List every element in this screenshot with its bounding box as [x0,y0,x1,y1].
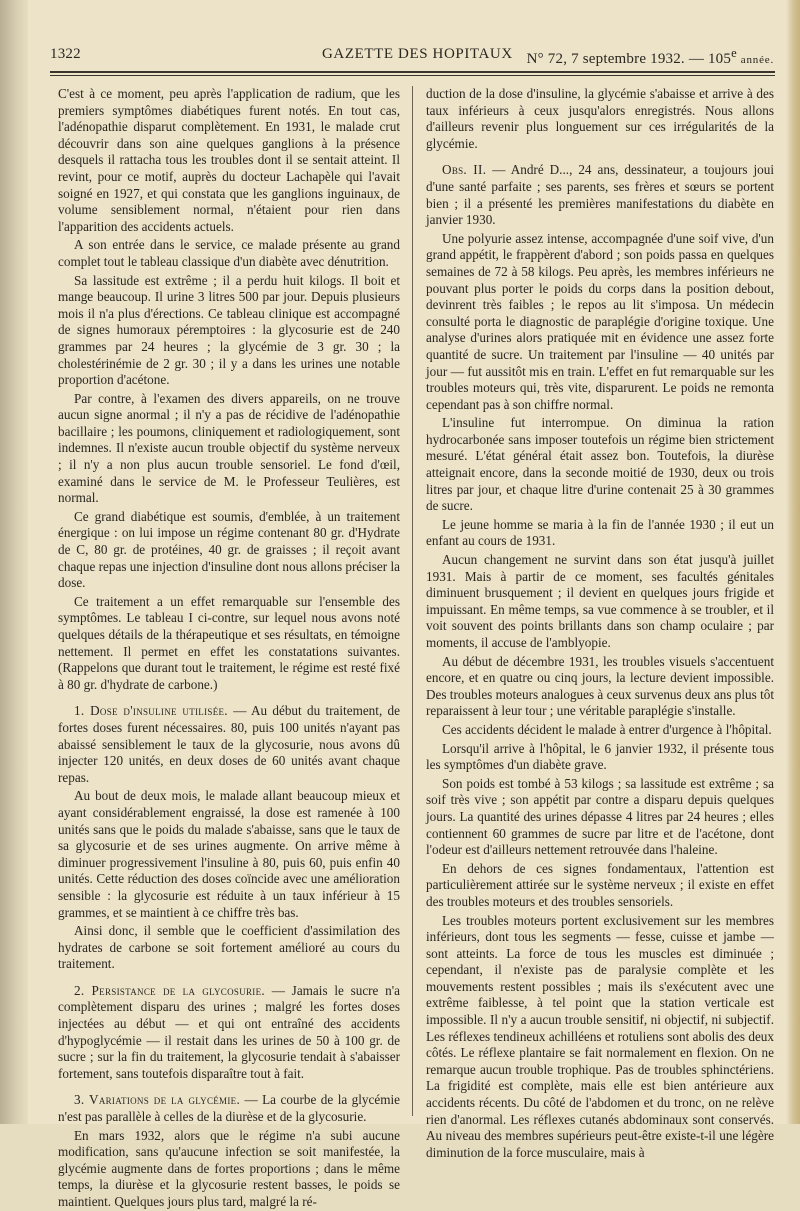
section-paragraph [58,1092,400,1125]
issue-date: N° 72, 7 septembre 1932. — 105 [526,51,732,67]
section-heading: 3. Variations de la glycémie. [74,1092,241,1108]
section-paragraph [58,983,400,1083]
column-divider [412,86,413,1116]
section-text: — La courbe de la glycémie n'est pas parallèle à celles de la diurèse et de la glycosurie. [58,1092,400,1125]
paragraph: Au bout de deux mois, le malade allant beaucoup mieux et ayant considérablement engraissé, la dose est ramenée à 100 unités sans que le poids du malade s'abaisse, sans que le taux de sa glycosurie et de ses urines augmente. On arrive même à diminuer progressivement l'insuline à 80, puis 60, puis enfin 40 unités. Cette réduction des doses coïncide avec une amélioration sensible : la glycosurie est réduite à un taux inférieur à 15 grammes, et se maintient à ce chiffre très bas. [58,788,400,920]
paragraph: En mars 1932, alors que le régime n'a subi aucune modification, sans qu'aucune infection se soit manifestée, la glycémie augmente dans de fortes proportions ; dans le même temps, la diurèse et la glycosurie restent basses, le poids se maintient. Quelques jours plus tard, malgré la ré- [58,1127,400,1209]
ordinal-suffix: e [731,46,737,60]
section-text: — Jamais le sucre n'a complètement disparu des urines ; malgré les fortes doses injectées au début — et qui ont entraîné des accidents d'hypoglycémie — il restait dans les urines de 50 à 100 gr. de sucre ; sur la fin du traitement, la glycosurie tendait à s'abaisser fortement, sans toutefois disparaître tout à fait. [58,982,400,1081]
issue-info [527,46,774,68]
page-number: 1322 [50,46,81,62]
paragraph: Son poids est tombé à 53 kilogs ; sa lassitude est extrême ; sa soif très vive ; son appétit par contre a disparu depuis quelques jours. La quantité des urines dépasse 4 litres par 24 heures ; elles contiennent 60 grammes de sucre par litre et de l'acétone, dont l'odeur est d'ailleurs nettement retrouvée dans l'haleine. [426,775,774,858]
section-text: — Au début du traitement, de fortes doses furent nécessaires. 80, puis 100 unités n'ayant pas abaissé sensiblement le taux de la glycosurie, nous avons dû injecter 120 unités, en deux doses de 60 unités avant chaque repas. [58,703,400,785]
paragraph: L'insuline fut interrompue. On diminua la ration hydrocarbonée sans imposer toutefois un régime bien strictement mesuré. L'état général était assez bon. Toutefois, la diurèse atteignait encore, dans la seconde moitié de 1930, deux ou trois litres par jour, et chaque litre d'urine contenait 25 à 30 grammes de sucre. [426,415,774,514]
journal-title: GAZETTE DES HOPITAUX [322,46,513,62]
section-heading: 1. Dose d'insuline utilisée. [74,703,228,719]
paragraph: duction de la dose d'insuline, la glycémie s'abaisse et arrive à des taux inférieurs à ceux jusqu'alors enregistrés. Nous allons d'ailleurs revenir plus longuement sur ces irrégularités de la glycémie. [426,86,774,151]
header-rule [50,71,775,73]
paragraph: Ainsi donc, il semble que le coefficient d'assimilation des hydrates de carbone se soit fortement amélioré au cours du traitement. [58,923,400,972]
paragraph: C'est à ce moment, peu après l'application de radium, que les premiers symptômes diabétiques furent notés. En tout cas, l'adénopathie disparut complètement. En 1931, le malade crut découvrir dans son aine quelques ganglions à la présence desquels il rattacha tous les troubles dont il se sentait atteint. Il revint, pour ce motif, auprès du docteur Lachapèle qui l'avait soigné en 1927, et qui constata que les ganglions inguinaux, de volume sensiblement normal, n'étaient pour rien dans l'apparition des accidents actuels. [58,86,400,234]
paragraph: Sa lassitude est extrême ; il a perdu huit kilogs. Il boit et mange beaucoup. Il urine 3 litres 500 par jour. Depuis plusieurs mois il n'a plus d'érections. Ce tableau clinique est accompagné de signes humoraux péremptoires : la glycosurie est de 240 grammes par 24 heures ; la glycémie de 3 gr. 30 ; la cholestérinémie de 2 gr. 30 ; il y a dans les urines une notable proportion d'acétone. [58,272,400,388]
annee-label: année. [740,54,774,66]
running-header [50,46,780,70]
paragraph: Ces accidents décident le malade à entrer d'urgence à l'hôpital. [442,721,772,737]
section-paragraph [58,703,400,786]
page-binding-shadow [0,0,28,1124]
paragraph: Ce grand diabétique est soumis, d'emblée, à un traitement énergique : on lui impose un régime contenant 80 gr. d'Hydrate de C, 80 gr. de protéines, 40 gr. de graisses ; il reçoit avant chaque repas une injection d'insuline dont nous allons préciser la dose. [58,508,400,591]
paragraph: Par contre, à l'examen des divers appareils, on ne trouve aucun signe anormal ; il n'y a pas de récidive de l'adénopathie bacillaire ; les poumons, cliniquement et radiologiquement, sont indemnes. Il n'existe aucun trouble objectif du système nerveux ; il n'y a non plus aucun trouble sensoriel. Le fond d'œil, examiné dans le service de M. le Professeur Teulières, est normal. [58,390,400,506]
header-rule-thin [50,75,775,76]
left-column [58,86,400,1209]
right-column [426,86,774,1160]
paragraph: A son entrée dans le service, ce malade présente au grand complet tout le tableau classique d'un diabète avec dénutrition. [58,237,400,269]
page-edge [786,0,800,1124]
paragraph: Lorsqu'il arrive à l'hôpital, le 6 janvier 1932, il présente tous les symptômes d'un diabète grave. [426,740,774,773]
observation-heading: Obs. II. [442,162,487,178]
paragraph: En dehors de ces signes fondamentaux, l'attention est particulièrement attirée sur le système nerveux ; il existe en effet des troubles moteurs et des troubles sensoriels. [426,860,774,909]
observation-paragraph [426,162,774,228]
section-heading: 2. Persistance de la glycosurie. [74,982,265,998]
paragraph: Au début de décembre 1931, les troubles visuels s'accentuent encore, et en quatre ou cinq jours, la lecture devient impossible. Des troubles moteurs analogues à ceux survenus deux ans plus tôt reparaissent à leur tour ; une véritable paraplégie s'installe. [426,653,774,719]
paragraph: Le jeune homme se maria à la fin de l'année 1930 ; il eut un enfant au cours de 1931. [426,516,774,549]
observation-text: — André D..., 24 ans, dessinateur, a toujours joui d'une santé parfaite ; ses parents, ses frères et sœurs se portent bien ; il a présenté les premières manifestations du diabète en janvier 1930. [426,162,774,228]
paragraph: Les troubles moteurs portent exclusivement sur les membres inférieurs, dont tous les segments — fesse, cuisse et jambe — sont atteints. La force de tous les muscles est diminuée ; cependant, il n'existe pas de paralysie complète et les mouvements restent possibles ; mais ils s'exécutent avec une extrême faiblesse, à tel point que la station verticale est impossible. Il n'y a aucun trouble sensitif, ni objectif, ni subjectif. Les réflexes tendineux achilléens et rotuliens sont abolis des deux côtés. Le réflexe plantaire se fait normalement en flexion. On ne remarque aucun trouble trophique. Pas de troubles sphinctériens. La frigidité est complète, mais elle est bien antérieure aux accidents récents. Du côté de l'abdomen et du tronc, on ne relève rien d'anormal. Les réflexes cutanés abdominaux sont conservés. Au niveau des membres supérieurs peut-être existe-t-il une légère diminution de la force musculaire, mais à [426,912,774,1160]
paragraph: Une polyurie assez intense, accompagnée d'une soif vive, d'un grand appétit, le frappèrent d'abord ; son poids passa en quelques semaines de 72 à 58 kilogs. Peu après, les membres inférieurs ne pouvant plus porter le poids du corps dans la position debout, devinrent très faibles ; le repos au lit s'imposa. Un médecin consulté porta le diagnostic de paraplégie d'origine toxique. Une analyse d'urines alors pratiquée mit en évidence une assez forte quantité de sucre. Un traitement par l'insuline — 40 unités par jour — fut aussitôt mis en train. L'effet en fut remarquable sur les troubles moteurs qui, très vite, disparurent. Le poids ne remonta cependant pas à son chiffre normal. [426,230,774,412]
paragraph: Ce traitement a un effet remarquable sur l'ensemble des symptômes. Le tableau I ci-contre, sur lequel nous avons noté quelques détails de la thérapeutique et ses résultats, en témoigne nettement. Il permet en effet les constatations suivantes. (Rappelons que durant tout le traitement, le régime est resté fixé à 80 gr. d'hydrate de carbone.) [58,593,400,692]
paragraph: Aucun changement ne survint dans son état jusqu'à juillet 1931. Mais à partir de ce moment, ses facultés génitales diminuent brusquement ; il devient en quelques jours frigide et impuissant. En même temps, sa vue commence à se troubler, et il voit souvent des points brillants dans son champ oculaire ; par moments, il accuse de l'amblyopie. [426,552,774,650]
